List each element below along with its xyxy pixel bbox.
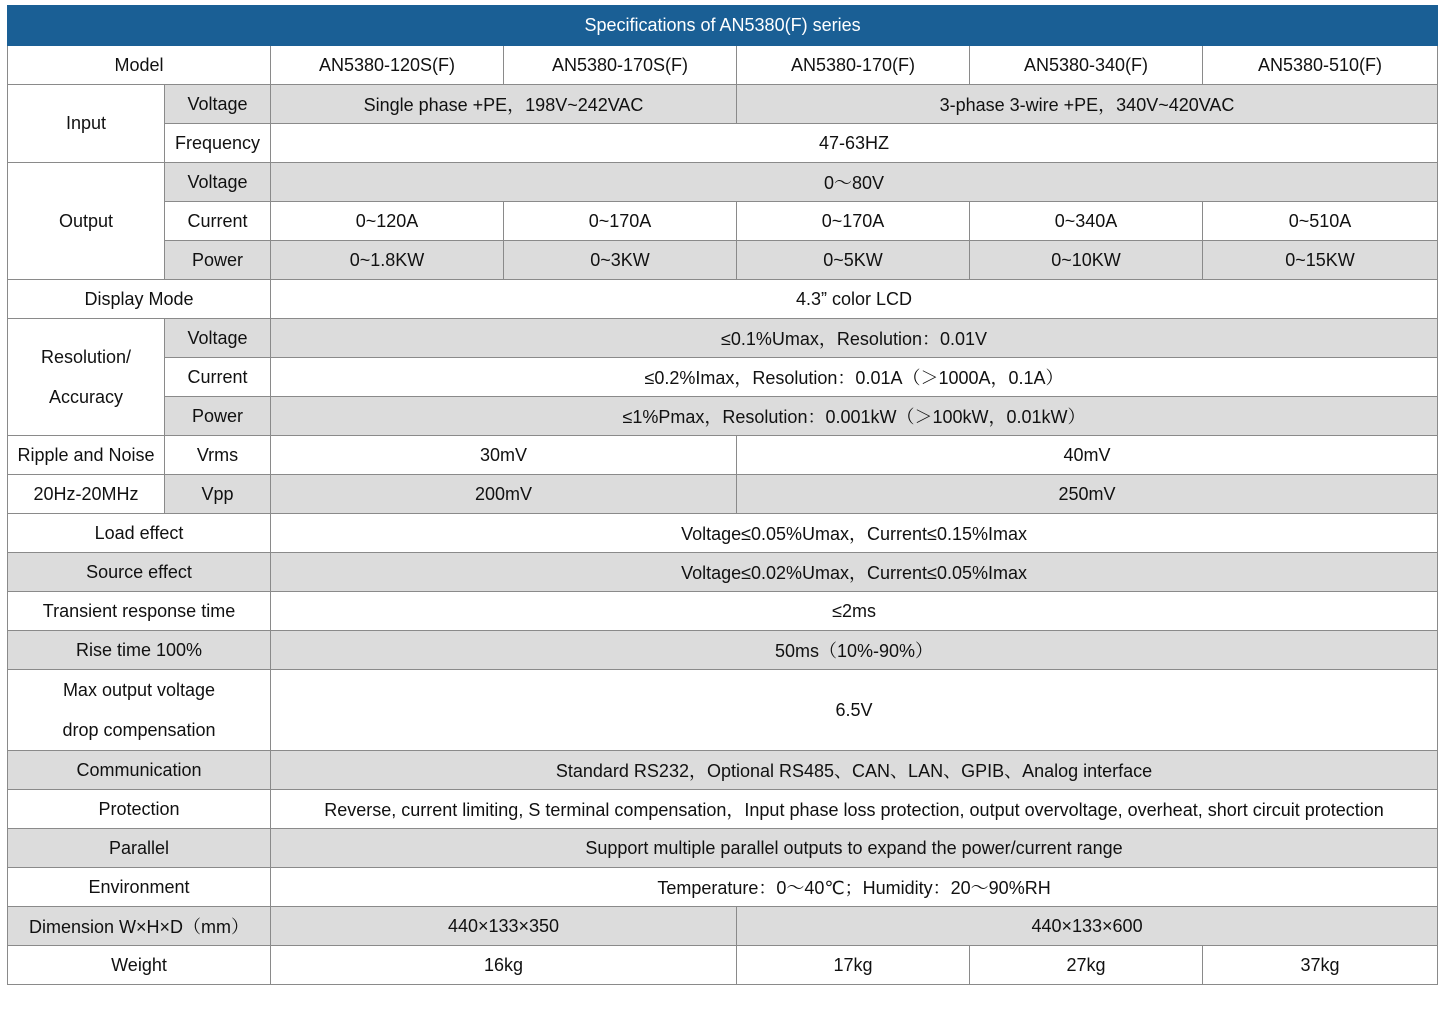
protection-row	[8, 790, 1438, 829]
input-label: Input	[8, 85, 165, 163]
environment-value: Temperature：0～40℃；Humidity：20～90%RH	[271, 868, 1438, 907]
output-power-cell: 0~3KW	[504, 241, 737, 280]
source-effect-row	[8, 553, 1438, 592]
load-effect-value: Voltage≤0.05%Umax，Current≤0.15%Imax	[271, 514, 1438, 553]
load-effect-row	[8, 514, 1438, 553]
output-current-cell: 0~340A	[970, 202, 1203, 241]
resolution-label-line2: Accuracy	[48, 387, 124, 407]
weight-cell: 17kg	[737, 946, 970, 985]
load-effect-label: Load effect	[8, 514, 271, 553]
resolution-label	[8, 319, 165, 436]
source-effect-value: Voltage≤0.02%Umax，Current≤0.05%Imax	[271, 553, 1438, 592]
model-cell: AN5380-170S(F)	[504, 46, 737, 85]
resolution-current-row	[8, 358, 1438, 397]
model-cell: AN5380-510(F)	[1203, 46, 1438, 85]
dimension-row	[8, 907, 1438, 946]
input-frequency-row	[8, 124, 1438, 163]
resolution-power-value: ≤1%Pmax，Resolution：0.001kW（＞100kW，0.01kW）	[271, 397, 1438, 436]
resolution-current-label: Current	[165, 358, 271, 397]
drop-comp-value: 6.5V	[271, 670, 1438, 751]
ripple-vrms-label: Vrms	[165, 436, 271, 475]
communication-row	[8, 751, 1438, 790]
ripple-vpp-label: Vpp	[165, 475, 271, 514]
ripple-label-line2: 20Hz-20MHz	[8, 475, 165, 514]
output-current-cell: 0~510A	[1203, 202, 1438, 241]
display-mode-row	[8, 280, 1438, 319]
output-voltage-row	[8, 163, 1438, 202]
rise-time-label: Rise time 100%	[8, 631, 271, 670]
table-title: Specifications of AN5380(F) series	[8, 6, 1438, 46]
output-current-cell: 0~120A	[271, 202, 504, 241]
environment-label: Environment	[8, 868, 271, 907]
drop-comp-label-line1: Max output voltage	[62, 680, 216, 700]
drop-comp-row	[8, 670, 1438, 751]
input-frequency-label: Frequency	[165, 124, 271, 163]
model-cell: AN5380-340(F)	[970, 46, 1203, 85]
environment-row	[8, 868, 1438, 907]
input-voltage-three: 3-phase 3-wire +PE，340V~420VAC	[737, 85, 1438, 124]
output-power-cell: 0~1.8KW	[271, 241, 504, 280]
parallel-label: Parallel	[8, 829, 271, 868]
output-power-cell: 0~15KW	[1203, 241, 1438, 280]
output-voltage-value: 0～80V	[271, 163, 1438, 202]
model-cell: AN5380-120S(F)	[271, 46, 504, 85]
resolution-voltage-value: ≤0.1%Umax，Resolution：0.01V	[271, 319, 1438, 358]
transient-row	[8, 592, 1438, 631]
rise-time-row	[8, 631, 1438, 670]
output-voltage-label: Voltage	[165, 163, 271, 202]
dimension-cell: 440×133×350	[271, 907, 737, 946]
weight-row	[8, 946, 1438, 985]
parallel-value: Support multiple parallel outputs to expand the power/current range	[271, 829, 1438, 868]
ripple-vrms-row	[8, 436, 1438, 475]
protection-value: Reverse, current limiting, S terminal compensation，Input phase loss protection, output overvoltage, overheat, short circuit protection	[271, 790, 1438, 829]
weight-cell: 37kg	[1203, 946, 1438, 985]
parallel-row	[8, 829, 1438, 868]
dimension-cell: 440×133×600	[737, 907, 1438, 946]
drop-comp-label-line2: drop compensation	[62, 720, 216, 740]
resolution-voltage-label: Voltage	[165, 319, 271, 358]
ripple-vrms-cell: 40mV	[737, 436, 1438, 475]
weight-cell: 16kg	[271, 946, 737, 985]
ripple-vpp-cell: 250mV	[737, 475, 1438, 514]
ripple-vpp-row	[8, 475, 1438, 514]
output-current-cell: 0~170A	[737, 202, 970, 241]
resolution-power-label: Power	[165, 397, 271, 436]
resolution-label-line1: Resolution/	[40, 347, 132, 367]
display-mode-value: 4.3” color LCD	[271, 280, 1438, 319]
ripple-vrms-cell: 30mV	[271, 436, 737, 475]
input-frequency-value: 47-63HZ	[271, 124, 1438, 163]
output-current-label: Current	[165, 202, 271, 241]
model-label: Model	[8, 46, 271, 85]
input-voltage-single: Single phase +PE，198V~242VAC	[271, 85, 737, 124]
display-mode-label: Display Mode	[8, 280, 271, 319]
weight-cell: 27kg	[970, 946, 1203, 985]
output-power-label: Power	[165, 241, 271, 280]
source-effect-label: Source effect	[8, 553, 271, 592]
output-power-cell: 0~5KW	[737, 241, 970, 280]
output-current-row	[8, 202, 1438, 241]
protection-label: Protection	[8, 790, 271, 829]
transient-value: ≤2ms	[271, 592, 1438, 631]
communication-label: Communication	[8, 751, 271, 790]
dimension-label: Dimension W×H×D（mm）	[8, 907, 271, 946]
transient-label: Transient response time	[8, 592, 271, 631]
input-voltage-row	[8, 85, 1438, 124]
resolution-voltage-row	[8, 319, 1438, 358]
output-power-cell: 0~10KW	[970, 241, 1203, 280]
input-voltage-label: Voltage	[165, 85, 271, 124]
output-label: Output	[8, 163, 165, 280]
rise-time-value: 50ms（10%-90%）	[271, 631, 1438, 670]
resolution-power-row	[8, 397, 1438, 436]
model-row	[8, 46, 1438, 85]
spec-table	[7, 5, 1438, 985]
output-current-cell: 0~170A	[504, 202, 737, 241]
resolution-current-value: ≤0.2%Imax，Resolution：0.01A（＞1000A，0.1A）	[271, 358, 1438, 397]
drop-comp-label	[8, 670, 271, 751]
communication-value: Standard RS232，Optional RS485、CAN、LAN、GPIB、Analog interface	[271, 751, 1438, 790]
model-cell: AN5380-170(F)	[737, 46, 970, 85]
ripple-label-line1: Ripple and Noise	[8, 436, 165, 475]
weight-label: Weight	[8, 946, 271, 985]
output-power-row	[8, 241, 1438, 280]
ripple-vpp-cell: 200mV	[271, 475, 737, 514]
